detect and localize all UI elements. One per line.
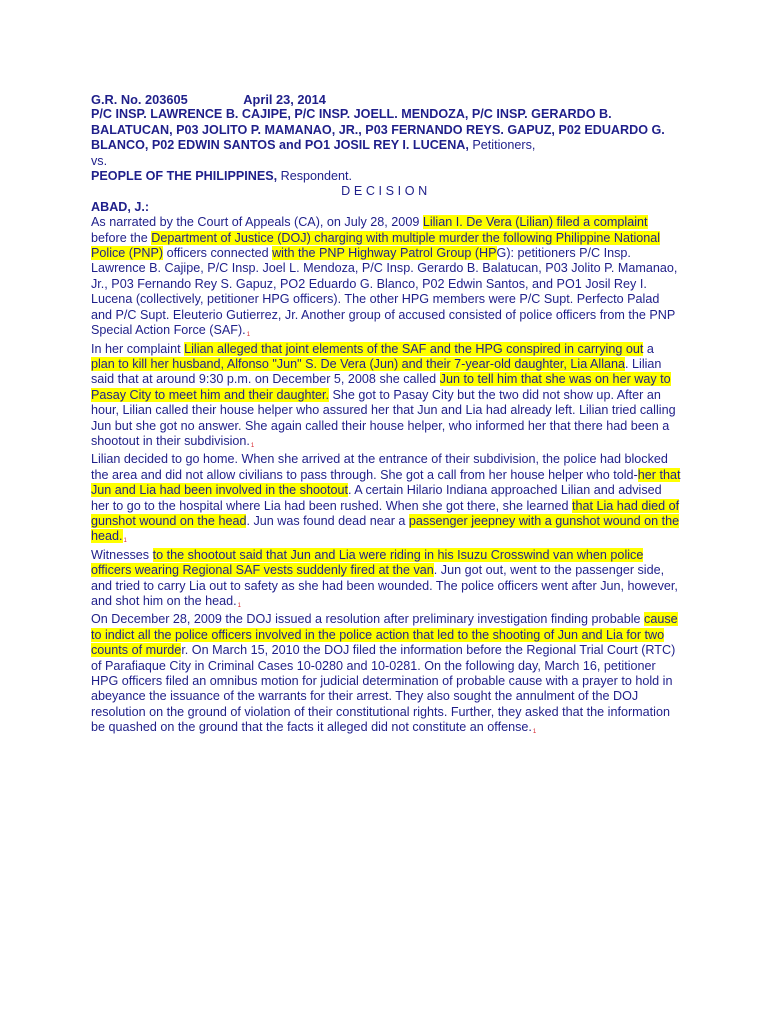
highlighted-text: cause to indict all the police officers involved in the police action that led to the shooting of Jun and Lia for two counts of murde [91, 612, 678, 658]
footnote-link[interactable]: 1 [532, 729, 537, 736]
footnote-link[interactable]: 1 [250, 442, 255, 449]
case-caption [91, 92, 681, 107]
body-paragraph [91, 452, 681, 547]
highlighted-text: her that Jun and Lia had been involved in the shootout [91, 467, 681, 498]
highlighted-text: with the PNP Highway Patrol Group (HP [272, 246, 497, 261]
highlighted-text: to the shootout said that Jun and Lia were riding in his Isuzu Crosswind van when police officers wearing Regional SAF vests suddenly fired at the van [91, 547, 644, 578]
body-paragraph [91, 548, 681, 613]
respondent-name: PEOPLE OF THE PHILIPPINES, [91, 169, 278, 184]
paragraph-text: officers connected [163, 246, 273, 261]
ponente: ABAD, J.: [91, 199, 150, 214]
paragraph-text: Lilian decided to go home. When she arrived at the entrance of their subdivision, the police had blocked the area and did not allow civilians to pass through. She got a call from her house helper who told- [91, 452, 668, 482]
paragraph-text: . Lilian said that at around 9:30 p.m. on December 5, 2008 she called [91, 356, 662, 387]
highlighted-text: Jun to tell him that she was on her way to Pasay City to meet him and their daughter. [91, 372, 671, 402]
body-paragraph [91, 612, 681, 738]
respondent-role: Respondent. [277, 169, 353, 184]
petitioners-role: Petitioners, [468, 138, 536, 153]
paragraph-text: . Jun got out, went to the passenger side, and tried to carry Lia out to safety as she had been wounded. The police officers went after Jun, however, and shot him on the head. [91, 563, 678, 608]
highlighted-text: Lilian alleged that joint elements of the SAF and the HPG conspired in carrying out [184, 341, 644, 356]
decision-date: April 23, 2014 [243, 92, 326, 107]
paragraph-text: . Jun was found dead near a [246, 513, 409, 528]
footnote-link[interactable]: 1 [237, 603, 241, 609]
petitioners-names: P/C INSP. LAWRENCE B. CAJIPE, P/C INSP. JOELL. MENDOZA, P/C INSP. GERARDO B. BALATUCAN, P03 JOLITO P. MAMANAO, JR., P03 FERNANDO REYS. GAPUZ, P02 EDUARDO G. BLANCO, P02 EDWIN SANTOS and PO1 JOSIL REY I. LUCENA, [91, 107, 665, 153]
paragraph-text: before the [91, 230, 152, 245]
body-paragraph [91, 342, 681, 453]
paragraph-text: She got to Pasay City but the two did not show up. After an hour, Lilian called their house helper who assured her that Jun and Lia had already left. Lilian tried calling Jun but she got no answer. She again called their house helper, who informed her that there had been a shootout in their subdivision. [91, 387, 676, 448]
highlighted-text: that Lia had died of gunshot wound on the head [91, 498, 680, 528]
versus-label: vs. [91, 153, 108, 168]
paragraph-text: On December 28, 2009 the DOJ issued a resolution after preliminary investigation finding probable [91, 612, 645, 627]
highlighted-text: plan to kill her husband, Alfonso "Jun" S. De Vera (Jun) and their 7-year-old daughter, Lia Allana [91, 356, 626, 371]
paragraph-text: a [643, 341, 654, 356]
paragraph-text: . A certain Hilario Indiana approached Lilian and advised her to go to the hospital where Lia had been rushed. When she got there, she learned [91, 483, 662, 513]
decision-body [91, 215, 681, 738]
case-number: G.R. No. 203605 [91, 92, 188, 107]
paragraph-text: Witnesses [91, 547, 153, 562]
footnote-link[interactable]: 1 [246, 332, 251, 339]
paragraph-text: G): petitioners P/C Insp. Lawrence B. Cajipe, P/C Insp. Joel L. Mendoza, P/C Insp. Gerardo B. Balatucan, P03 Jolito P. Mamanao, Jr., P03 Fernando Rey S. Gapuz, PO2 Eduardo G. Blanco, P02 Edwin Santos, and PO1 Josil Rey I. Lucena (collectively, petitioner HPG officers). The other HPG members were P/C Supt. Perfecto Palad and P/C Supt. Eleuterio Gutierrez, Jr. Another group of accused consisted of police officers from the PNP Special Action Force (SAF). [91, 246, 678, 338]
decision-document [91, 92, 681, 739]
footnote-link[interactable]: 1 [123, 538, 127, 545]
paragraph-text: In her complaint [91, 341, 185, 356]
decision-title: DECISION [341, 184, 431, 199]
highlighted-text: Department of Justice (DOJ) charging with multiple murder the following Philippine National Police (PNP) [91, 230, 661, 261]
highlighted-text: passenger jeepney with a gunshot wound on the head. [91, 513, 680, 544]
highlighted-text: Lilian I. De Vera (Lilian) filed a complaint [422, 215, 648, 230]
paragraph-text: r. On March 15, 2010 the DOJ filed the information before the Regional Trial Court (RTC) of Parafiaque City in Criminal Cases 10-0280 and 10-0281. On the following day, March 16, petitioner HPG officers filed an omnibus motion for judicial determination of probable cause with a prayer to hold in abeyance the issuance of the warrants for their arrest. They also sought the annulment of the DOJ resolution on the ground of violation of their constitutional rights. Further, they asked that the information be quashed on the ground that the facts it alleged did not constitute an offense. [91, 643, 676, 735]
parties-block [91, 107, 681, 184]
body-paragraph [91, 215, 681, 341]
paragraph-text: As narrated by the Court of Appeals (CA), on July 28, 2009 [91, 215, 423, 230]
